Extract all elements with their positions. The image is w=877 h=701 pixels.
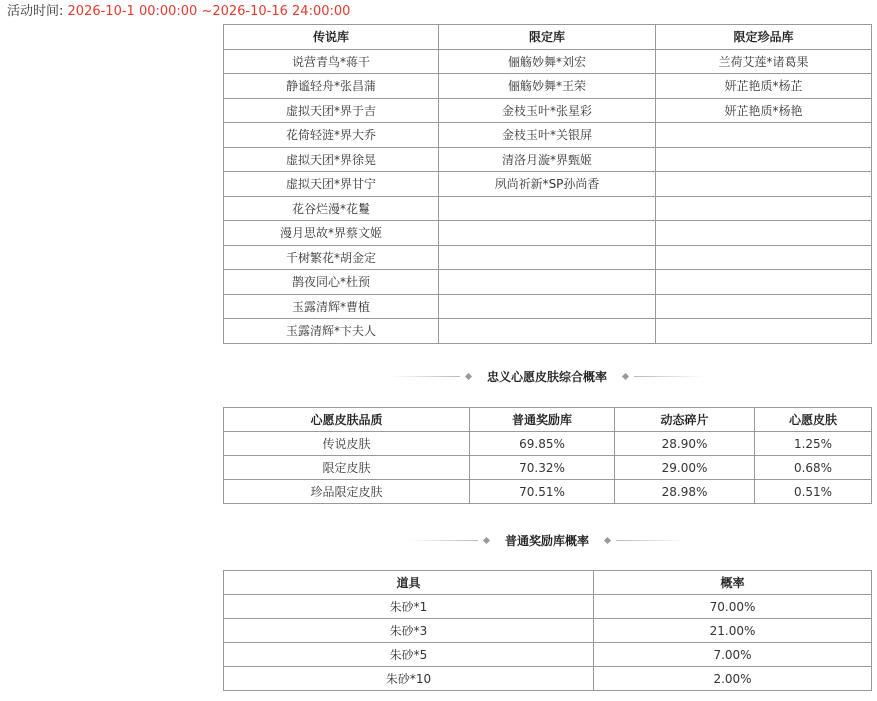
- column-header-dynamic-fragment: 动态碎片: [615, 408, 755, 432]
- table-cell: 0.51%: [755, 480, 872, 504]
- table-cell: 7.00%: [594, 643, 872, 667]
- table-cell: 朱砂*3: [224, 619, 594, 643]
- table-cell: [656, 245, 872, 270]
- table-row: [224, 619, 872, 643]
- table-cell: 29.00%: [615, 456, 755, 480]
- table-cell: [656, 172, 872, 197]
- table-cell: 朱砂*1: [224, 595, 594, 619]
- title-decoration-right: [617, 374, 704, 379]
- table-cell: 虚拟天团*界徐晃: [224, 147, 439, 172]
- activity-time-label: 活动时间:: [7, 4, 64, 19]
- table-cell: 28.90%: [615, 432, 755, 456]
- column-header-normal-pool: 普通奖励库: [470, 408, 615, 432]
- table-cell: [656, 123, 872, 148]
- table-row: [224, 98, 872, 123]
- table-row: [224, 196, 872, 221]
- table-cell: 虚拟天团*界于吉: [224, 98, 439, 123]
- table-row: [224, 595, 872, 619]
- table-cell: [439, 245, 656, 270]
- table-cell: 花谷烂漫*花鬘: [224, 196, 439, 221]
- table-cell: [439, 221, 656, 246]
- table-cell: 金枝玉叶*关银屏: [439, 123, 656, 148]
- table-cell: [656, 221, 872, 246]
- table-cell: [656, 319, 872, 344]
- table-cell: 虚拟天团*界甘宁: [224, 172, 439, 197]
- section-title-wish-rate: [223, 366, 871, 386]
- table-row: [224, 667, 872, 691]
- table-cell: 说营青鸟*蒋干: [224, 49, 439, 74]
- table-cell: 28.98%: [615, 480, 755, 504]
- table-cell: 传说皮肤: [224, 432, 470, 456]
- table-cell: 69.85%: [470, 432, 615, 456]
- table-cell: 夙尚祈新*SP孙尚香: [439, 172, 656, 197]
- divider-line: [390, 376, 460, 377]
- table-cell: [439, 196, 656, 221]
- table-row: [224, 74, 872, 99]
- table-cell: 金枝玉叶*张星彩: [439, 98, 656, 123]
- activity-time-value: 2026-10-1 00:00:00 ~2026-10-16 24:00:00: [67, 4, 351, 19]
- table-cell: 70.32%: [470, 456, 615, 480]
- table-row: [224, 319, 872, 344]
- diamond-icon: [465, 372, 472, 379]
- table-cell: 70.00%: [594, 595, 872, 619]
- table-row: [224, 456, 872, 480]
- table-cell: 鹊夜同心*杜预: [224, 270, 439, 295]
- table-cell: 朱砂*5: [224, 643, 594, 667]
- table-row: [224, 480, 872, 504]
- divider-line: [634, 376, 704, 377]
- column-header-wish-skin: 心愿皮肤: [755, 408, 872, 432]
- table-cell: 2.00%: [594, 667, 872, 691]
- column-header-legend: 传说库: [224, 25, 439, 50]
- table-cell: 1.25%: [755, 432, 872, 456]
- section-heading: 忠义心愿皮肤综合概率: [486, 369, 607, 384]
- table-cell: 漫月思故*界蔡文姬: [224, 221, 439, 246]
- table-cell: 兰荷艾莲*诸葛果: [656, 49, 872, 74]
- table-cell: 清洛月漩*界甄姬: [439, 147, 656, 172]
- table-cell: [656, 147, 872, 172]
- table-cell: 妍芷艳质*杨芷: [656, 74, 872, 99]
- table-row: [224, 294, 872, 319]
- table-cell: 朱砂*10: [224, 667, 594, 691]
- table-cell: 珍品限定皮肤: [224, 480, 470, 504]
- diamond-icon: [604, 536, 611, 543]
- table-row: [224, 432, 872, 456]
- table-cell: 70.51%: [470, 480, 615, 504]
- table-cell: [656, 270, 872, 295]
- table-row: [224, 49, 872, 74]
- column-header-limited-treasure: 限定珍品库: [656, 25, 872, 50]
- activity-time: [7, 3, 350, 21]
- divider-line: [616, 540, 686, 541]
- table-cell: 妍芷艳质*杨艳: [656, 98, 872, 123]
- table-cell: 千树繁花*胡金定: [224, 245, 439, 270]
- normal-pool-table: [223, 570, 872, 691]
- table-cell: [656, 294, 872, 319]
- table-row: [224, 245, 872, 270]
- table-cell: [656, 196, 872, 221]
- section-title-normal-pool: [223, 530, 871, 550]
- table-cell: [439, 319, 656, 344]
- wish-rate-table: [223, 407, 872, 504]
- diamond-icon: [622, 372, 629, 379]
- table-cell: 玉露清辉*卞夫人: [224, 319, 439, 344]
- table-cell: 花倚轻涟*界大乔: [224, 123, 439, 148]
- divider-line: [408, 540, 478, 541]
- table-cell: [439, 270, 656, 295]
- table-cell: 静谧轻舟*张昌蒲: [224, 74, 439, 99]
- column-header-probability: 概率: [594, 571, 872, 595]
- diamond-icon: [483, 536, 490, 543]
- table-row: [224, 123, 872, 148]
- table-cell: [439, 294, 656, 319]
- table-row: [224, 147, 872, 172]
- table-cell: 俪觞妙舞*刘宏: [439, 49, 656, 74]
- title-decoration-right: [599, 538, 686, 543]
- column-header-item: 道具: [224, 571, 594, 595]
- title-decoration-left: [390, 374, 477, 379]
- table-header-row: [224, 25, 872, 50]
- title-decoration-left: [408, 538, 495, 543]
- table-row: [224, 172, 872, 197]
- table-cell: 0.68%: [755, 456, 872, 480]
- table-cell: 21.00%: [594, 619, 872, 643]
- table-row: [224, 270, 872, 295]
- section-heading: 普通奖励库概率: [504, 533, 589, 548]
- skin-pool-table: [223, 24, 872, 344]
- table-row: [224, 643, 872, 667]
- table-row: [224, 221, 872, 246]
- table-header-row: [224, 571, 872, 595]
- table-cell: 玉露清辉*曹植: [224, 294, 439, 319]
- column-header-quality: 心愿皮肤品质: [224, 408, 470, 432]
- table-cell: 限定皮肤: [224, 456, 470, 480]
- column-header-limited: 限定库: [439, 25, 656, 50]
- table-cell: 俪觞妙舞*王荣: [439, 74, 656, 99]
- table-header-row: [224, 408, 872, 432]
